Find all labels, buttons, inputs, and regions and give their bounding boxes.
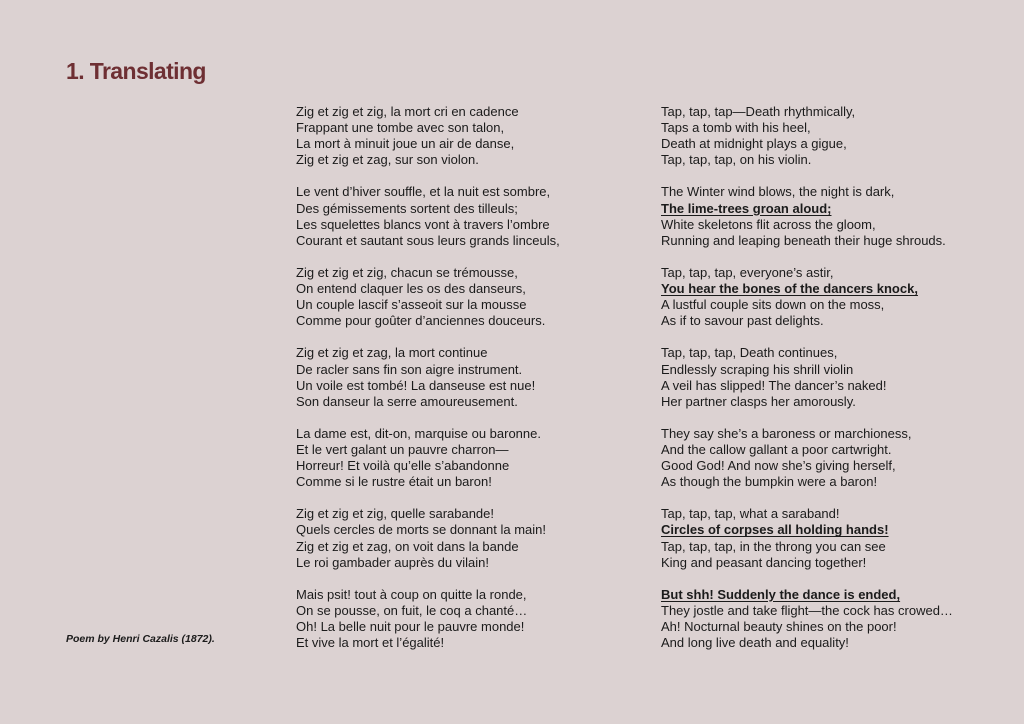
original-stanza bbox=[296, 506, 560, 570]
poem-line: La mort à minuit joue un air de danse, bbox=[296, 136, 515, 152]
poem-line: Mais psit! tout à coup on quitte la ronde, bbox=[296, 586, 527, 602]
original-stanza bbox=[296, 104, 560, 168]
poem-line: Good God! And now she’s giving herself, bbox=[661, 458, 896, 474]
poem-line: De racler sans fin son aigre instrument. bbox=[296, 361, 523, 377]
highlighted-poem-line: Circles of corpses all holding hands! bbox=[661, 522, 889, 538]
poem-line: Comme si le rustre était un baron! bbox=[296, 474, 492, 490]
translation-stanza bbox=[661, 587, 953, 651]
translation-stanza bbox=[661, 184, 953, 248]
poem-line: Tap, tap, tap, on his violin. bbox=[661, 152, 812, 168]
poem-line: They say she’s a baroness or marchioness, bbox=[661, 425, 912, 441]
translation-stanza bbox=[661, 506, 953, 570]
highlighted-poem-line: The lime-trees groan aloud; bbox=[661, 200, 832, 216]
poem-line: On se pousse, on fuit, le coq a chanté… bbox=[296, 602, 528, 618]
poem-line: Endlessly scraping his shrill violin bbox=[661, 361, 854, 377]
highlighted-poem-line: But shh! Suddenly the dance is ended, bbox=[661, 586, 901, 602]
poem-line: Horreur! Et voilà qu’elle s’abandonne bbox=[296, 458, 510, 474]
poem-line: Running and leaping beneath their huge shrouds. bbox=[661, 232, 946, 248]
poem-line: White skeletons flit across the gloom, bbox=[661, 216, 876, 232]
poem-line: Tap, tap, tap—Death rhythmically, bbox=[661, 104, 856, 119]
poem-line: Oh! La belle nuit pour le pauvre monde! bbox=[296, 619, 525, 634]
poem-line: Et vive la mort et l’égalité! bbox=[296, 635, 445, 651]
poem-line: They jostle and take flight—the cock has crowed… bbox=[661, 602, 953, 618]
poem-line: Ah! Nocturnal beauty shines on the poor! bbox=[661, 619, 897, 634]
poem-line: The Winter wind blows, the night is dark, bbox=[661, 184, 895, 200]
poem-line: Frappant une tombe avec son talon, bbox=[296, 120, 505, 136]
poem-line: Son danseur la serre amoureusement. bbox=[296, 393, 518, 409]
poem-line: Quels cercles de morts se donnant la main! bbox=[296, 522, 547, 538]
poem-line: Zig et zig et zig, chacun se trémousse, bbox=[296, 264, 518, 280]
poem-line: Zig et zig et zag, sur son violon. bbox=[296, 152, 479, 168]
poem-line: Tap, tap, tap, Death continues, bbox=[661, 345, 838, 361]
poem-line: And the callow gallant a poor cartwright. bbox=[661, 441, 892, 457]
poem-line: And long live death and equality! bbox=[661, 635, 849, 651]
poem-line: Zig et zig et zag, la mort continue bbox=[296, 345, 488, 361]
poem-line: La dame est, dit-on, marquise ou baronne. bbox=[296, 425, 541, 441]
translation-stanza bbox=[661, 104, 953, 168]
translation-stanza bbox=[661, 265, 953, 329]
poem-line: Le roi gambader auprès du vilain! bbox=[296, 554, 489, 570]
translation-stanza bbox=[661, 426, 953, 490]
poem-line: Les squelettes blancs vont à travers l’ombre bbox=[296, 216, 550, 232]
poem-line: On entend claquer les os des danseurs, bbox=[296, 281, 526, 297]
poem-line: Le vent d’hiver souffle, et la nuit est sombre, bbox=[296, 184, 551, 200]
page-title: 1. Translating bbox=[66, 58, 206, 84]
poem-line: Tap, tap, tap, in the throng you can see bbox=[661, 538, 886, 554]
original-stanza bbox=[296, 265, 560, 329]
poem-line: A veil has slipped! The dancer’s naked! bbox=[661, 377, 887, 393]
original-stanza bbox=[296, 587, 560, 651]
original-stanza bbox=[296, 426, 560, 490]
poem-line: Zig et zig et zig, quelle sarabande! bbox=[296, 506, 495, 522]
poem-line: Zig et zig et zag, on voit dans la bande bbox=[296, 538, 519, 554]
poem-line: Zig et zig et zig, la mort cri en cadence bbox=[296, 104, 519, 119]
poem-line: A lustful couple sits down on the moss, bbox=[661, 297, 885, 313]
poem-line: Tap, tap, tap, everyone’s astir, bbox=[661, 264, 834, 280]
poem-attribution-caption: Poem by Henri Cazalis (1872). bbox=[66, 633, 215, 645]
translation-stanza bbox=[661, 345, 953, 409]
poem-line: Comme pour goûter d’anciennes douceurs. bbox=[296, 313, 546, 329]
poem-line: Courant et sautant sous leurs grands linceuls, bbox=[296, 232, 560, 248]
original-stanza bbox=[296, 345, 560, 409]
poem-line: Tap, tap, tap, what a saraband! bbox=[661, 506, 840, 522]
poem-line: King and peasant dancing together! bbox=[661, 554, 867, 570]
highlighted-poem-line: You hear the bones of the dancers knock, bbox=[661, 281, 918, 297]
poem-line: As if to savour past delights. bbox=[661, 313, 824, 329]
poem-line: As though the bumpkin were a baron! bbox=[661, 474, 878, 490]
translation-poem-column bbox=[661, 104, 953, 667]
poem-line: Et le vert galant un pauvre charron— bbox=[296, 441, 509, 457]
poem-line: Taps a tomb with his heel, bbox=[661, 120, 811, 136]
poem-line: Un couple lascif s’asseoit sur la mousse bbox=[296, 297, 527, 313]
poem-line: Des gémissements sortent des tilleuls; bbox=[296, 200, 518, 216]
original-stanza bbox=[296, 184, 560, 248]
poem-line: Her partner clasps her amorously. bbox=[661, 393, 856, 409]
poem-line: Un voile est tombé! La danseuse est nue! bbox=[296, 377, 536, 393]
original-poem-column bbox=[296, 104, 560, 667]
poem-line: Death at midnight plays a gigue, bbox=[661, 136, 847, 152]
